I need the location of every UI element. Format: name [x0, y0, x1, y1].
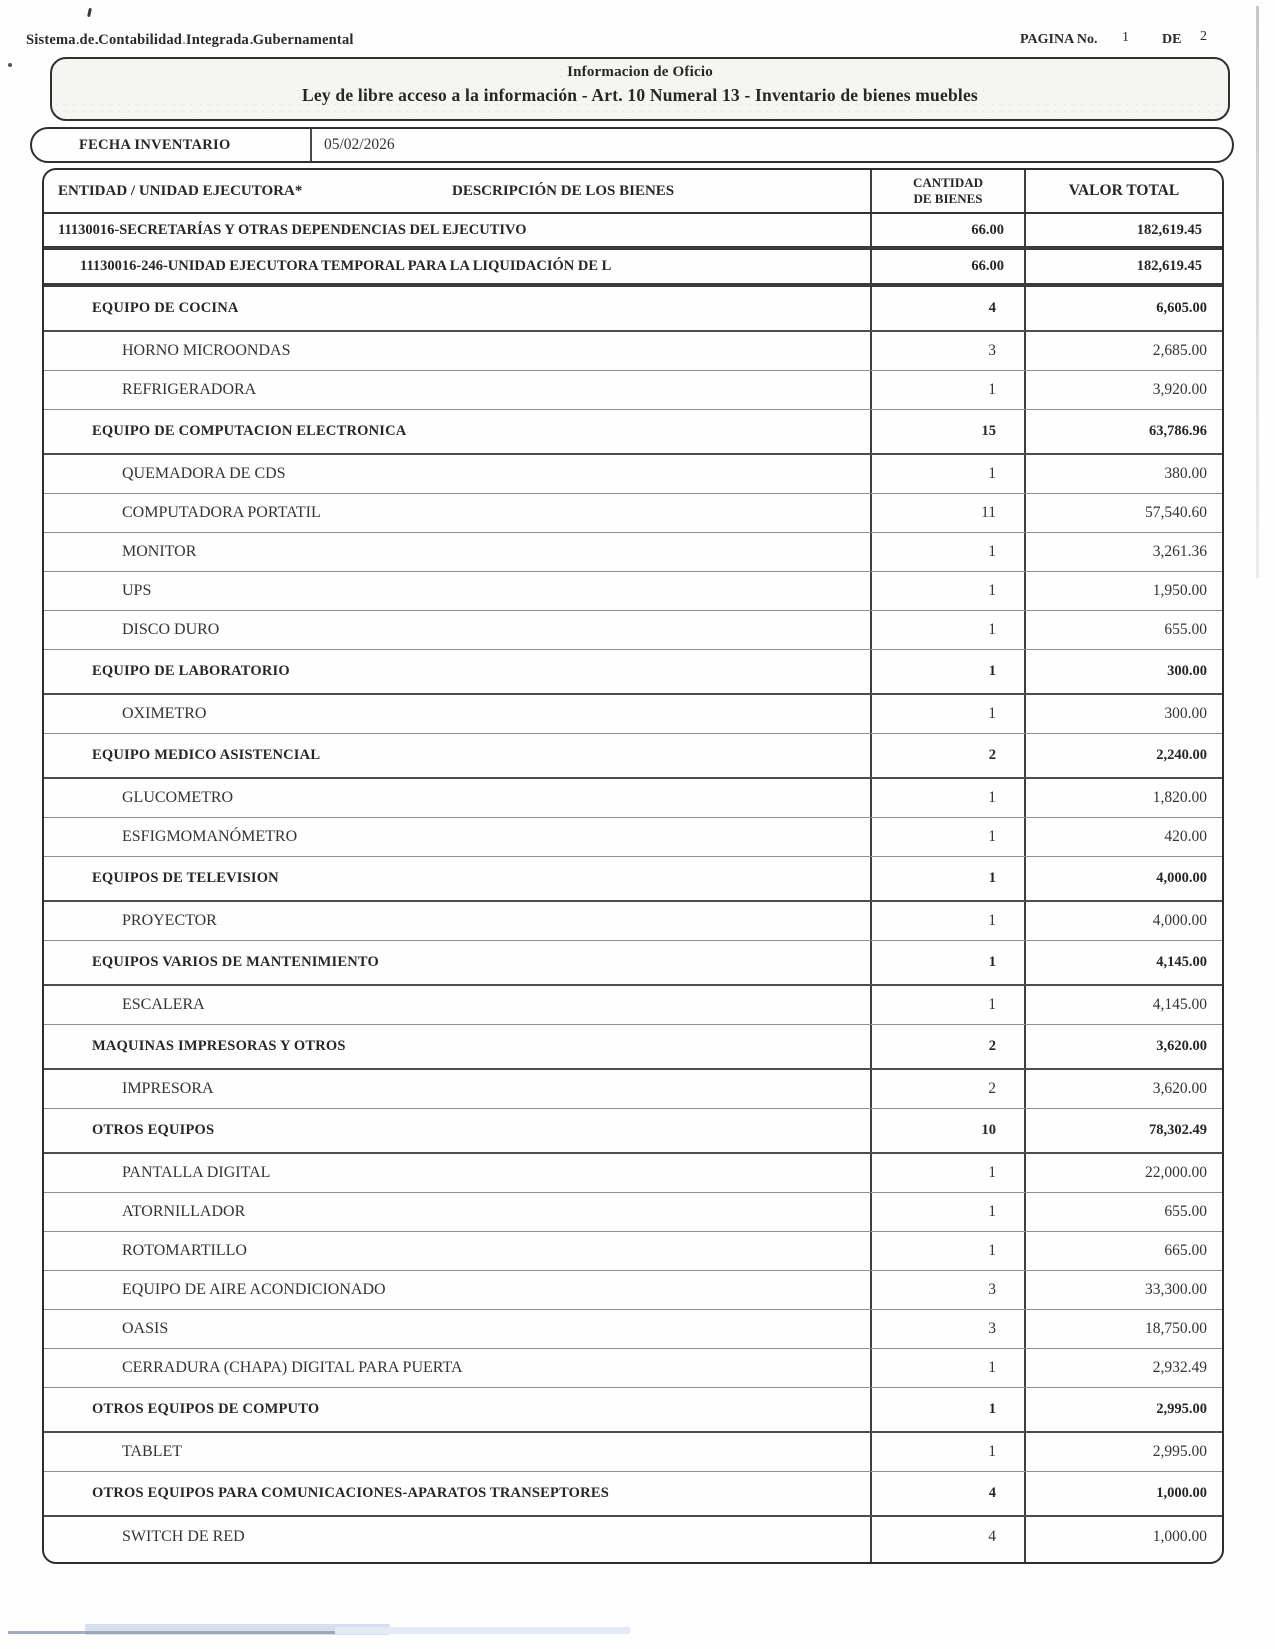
cell-valor-total: 4,145.00 [1024, 986, 1222, 1024]
cell-cantidad: 15 [870, 410, 1024, 453]
cell-description: EQUIPO DE AIRE ACONDICIONADO [122, 1281, 386, 1298]
cell-cantidad: 2 [870, 1025, 1024, 1068]
table-row [44, 214, 1222, 250]
scan-artifact-bar-faint [335, 1627, 630, 1634]
cell-valor-total: 665.00 [1024, 1232, 1222, 1270]
header-entidad-label: ENTIDAD / UNIDAD EJECUTORA* [58, 182, 303, 199]
table-row [44, 734, 1222, 779]
cell-cantidad: 1 [870, 533, 1024, 571]
table-row [44, 695, 1222, 734]
cell-cantidad: 11 [870, 494, 1024, 532]
cell-description: COMPUTADORA PORTATIL [122, 504, 321, 521]
cell-cantidad: 4 [870, 1472, 1024, 1515]
scan-artifact-mark [87, 8, 92, 17]
table-row [44, 287, 1222, 332]
pagina-current: 1 [1122, 30, 1129, 45]
page-number-block [1020, 29, 1207, 48]
cell-cantidad: 10 [870, 1109, 1024, 1152]
table-header-row [44, 170, 1222, 214]
cell-description: EQUIPOS VARIOS DE MANTENIMIENTO [92, 954, 379, 970]
cell-cantidad: 3 [870, 1310, 1024, 1348]
cell-cantidad: 1 [870, 857, 1024, 900]
table-row [44, 410, 1222, 455]
cell-valor-total: 1,820.00 [1024, 779, 1222, 817]
table-row [44, 1310, 1222, 1349]
cell-description: MAQUINAS IMPRESORAS Y OTROS [92, 1038, 346, 1054]
cell-cantidad: 1 [870, 1154, 1024, 1192]
header-cell-valor [1024, 170, 1222, 212]
cell-valor-total: 3,261.36 [1024, 533, 1222, 571]
cell-cantidad: 3 [870, 332, 1024, 370]
cell-valor-total: 2,240.00 [1024, 734, 1222, 777]
cell-description: PANTALLA DIGITAL [122, 1164, 271, 1181]
fecha-label: FECHA INVENTARIO [79, 137, 231, 153]
pagina-de-label: DE [1162, 32, 1182, 47]
table-row [44, 611, 1222, 650]
cell-valor-total: 4,000.00 [1024, 902, 1222, 940]
cell-cantidad: 1 [870, 572, 1024, 610]
cell-valor-total: 655.00 [1024, 611, 1222, 649]
cell-valor-total: 380.00 [1024, 455, 1222, 493]
cell-valor-total: 3,920.00 [1024, 371, 1222, 409]
cell-cantidad: 1 [870, 1232, 1024, 1270]
header-valor-label: VALOR TOTAL [1068, 182, 1180, 199]
cell-valor-total: 1,950.00 [1024, 572, 1222, 610]
cell-valor-total: 300.00 [1024, 695, 1222, 733]
table-row [44, 779, 1222, 818]
table-row [44, 1154, 1222, 1193]
table-row [44, 1070, 1222, 1109]
cell-valor-total: 3,620.00 [1024, 1070, 1222, 1108]
cell-description: ROTOMARTILLO [122, 1242, 247, 1259]
cell-description: OASIS [122, 1320, 169, 1337]
header-cell-cantidad [870, 170, 1024, 212]
info-header-box [50, 57, 1230, 121]
cell-description: IMPRESORA [122, 1080, 214, 1097]
table-row [44, 1025, 1222, 1070]
cell-valor-total: 182,619.45 [1024, 250, 1222, 283]
cell-description: DISCO DURO [122, 621, 220, 638]
table-row [44, 1193, 1222, 1232]
cell-valor-total: 420.00 [1024, 818, 1222, 856]
cell-cantidad: 1 [870, 611, 1024, 649]
cell-cantidad: 1 [870, 818, 1024, 856]
table-row [44, 1109, 1222, 1154]
pagina-total: 2 [1200, 29, 1207, 44]
cell-description: OTROS EQUIPOS DE COMPUTO [92, 1401, 320, 1417]
cell-cantidad: 66.00 [870, 214, 1024, 246]
cell-valor-total: 182,619.45 [1024, 214, 1222, 246]
cell-description: ESFIGMOMANÓMETRO [122, 828, 298, 845]
table-row [44, 1232, 1222, 1271]
cell-cantidad: 4 [870, 287, 1024, 330]
table-row [44, 1433, 1222, 1472]
cell-cantidad: 2 [870, 734, 1024, 777]
cell-description: PROYECTOR [122, 912, 217, 929]
cell-description: ATORNILLADOR [122, 1203, 246, 1220]
table-row [44, 941, 1222, 986]
cell-cantidad: 1 [870, 1349, 1024, 1387]
cell-description: CERRADURA (CHAPA) DIGITAL PARA PUERTA [122, 1359, 463, 1376]
cell-description: 11130016-SECRETARÍAS Y OTRAS DEPENDENCIAS DEL EJECUTIVO [58, 221, 527, 238]
cell-cantidad: 1 [870, 1193, 1024, 1231]
cell-description: EQUIPO DE COCINA [92, 300, 239, 316]
info-title: Informacion de Oficio [567, 64, 713, 80]
scan-artifact-line [1256, 6, 1259, 578]
cell-description: OTROS EQUIPOS [92, 1122, 215, 1138]
cell-valor-total: 63,786.96 [1024, 410, 1222, 453]
table-row [44, 818, 1222, 857]
cell-valor-total: 2,932.49 [1024, 1349, 1222, 1387]
cell-cantidad: 1 [870, 1388, 1024, 1431]
table-row [44, 857, 1222, 902]
cell-cantidad: 1 [870, 902, 1024, 940]
header-cantidad-line2: DE BIENES [913, 191, 983, 206]
info-subtitle: Ley de libre acceso a la información - Art. 10 Numeral 13 - Inventario de bienes muebles [302, 85, 978, 105]
table-row [44, 572, 1222, 611]
header-cell-description [44, 170, 870, 212]
inventory-table [42, 168, 1224, 1564]
cell-cantidad: 1 [870, 695, 1024, 733]
cell-cantidad: 1 [870, 455, 1024, 493]
cell-description: UPS [122, 582, 152, 599]
cell-valor-total: 2,995.00 [1024, 1433, 1222, 1471]
cell-cantidad: 1 [870, 371, 1024, 409]
table-body [44, 214, 1222, 1556]
cell-cantidad: 2 [870, 1070, 1024, 1108]
cell-description: HORNO MICROONDAS [122, 342, 291, 359]
table-row [44, 1517, 1222, 1556]
cell-valor-total: 22,000.00 [1024, 1154, 1222, 1192]
cell-description: SWITCH DE RED [122, 1527, 245, 1545]
cell-description: EQUIPO DE LABORATORIO [92, 663, 290, 679]
table-row [44, 332, 1222, 371]
cell-description: EQUIPO MEDICO ASISTENCIAL [92, 747, 321, 763]
cell-cantidad: 1 [870, 1433, 1024, 1471]
cell-description: TABLET [122, 1443, 183, 1460]
cell-valor-total: 2,995.00 [1024, 1388, 1222, 1431]
cell-description: EQUIPOS DE TELEVISION [92, 870, 279, 886]
fecha-value: 05/02/2026 [324, 136, 395, 153]
cell-description: OXIMETRO [122, 705, 207, 722]
cell-valor-total: 33,300.00 [1024, 1271, 1222, 1309]
header-descripcion-label: DESCRIPCIÓN DE LOS BIENES [452, 182, 675, 199]
cell-description: MONITOR [122, 543, 197, 560]
system-title: Sistema de Contabilidad Integrada Gubernamental [26, 32, 354, 48]
cell-description: EQUIPO DE COMPUTACION ELECTRONICA [92, 423, 407, 439]
cell-description: QUEMADORA DE CDS [122, 465, 286, 482]
cell-cantidad: 1 [870, 941, 1024, 984]
table-row [44, 455, 1222, 494]
cell-description: ESCALERA [122, 996, 205, 1013]
table-row [44, 986, 1222, 1025]
table-row [44, 1271, 1222, 1310]
cell-valor-total: 78,302.49 [1024, 1109, 1222, 1152]
cell-valor-total: 1,000.00 [1024, 1517, 1222, 1556]
cell-description: OTROS EQUIPOS PARA COMUNICACIONES-APARATOS TRANSEPTORES [92, 1485, 609, 1501]
cell-valor-total: 57,540.60 [1024, 494, 1222, 532]
table-row [44, 1472, 1222, 1517]
cell-valor-total: 300.00 [1024, 650, 1222, 693]
table-row [44, 533, 1222, 572]
cell-valor-total: 4,145.00 [1024, 941, 1222, 984]
cell-valor-total: 6,605.00 [1024, 287, 1222, 330]
cell-cantidad: 1 [870, 650, 1024, 693]
cell-valor-total: 655.00 [1024, 1193, 1222, 1231]
cell-description: GLUCOMETRO [122, 789, 234, 806]
pagina-label: PAGINA No. [1020, 32, 1098, 47]
cell-cantidad: 3 [870, 1271, 1024, 1309]
fecha-divider [310, 129, 312, 161]
cell-valor-total: 3,620.00 [1024, 1025, 1222, 1068]
cell-valor-total: 4,000.00 [1024, 857, 1222, 900]
table-row [44, 494, 1222, 533]
cell-description: REFRIGERADORA [122, 381, 257, 398]
scan-artifact-dot [8, 63, 12, 67]
cell-valor-total: 2,685.00 [1024, 332, 1222, 370]
table-filler-row [44, 1556, 1222, 1562]
scan-artifact-bar-line [8, 1631, 338, 1634]
table-row [44, 650, 1222, 695]
cell-valor-total: 1,000.00 [1024, 1472, 1222, 1515]
table-row [44, 250, 1222, 287]
cell-valor-total: 18,750.00 [1024, 1310, 1222, 1348]
cell-cantidad: 1 [870, 779, 1024, 817]
table-row [44, 371, 1222, 410]
cell-cantidad: 66.00 [870, 250, 1024, 283]
table-row [44, 902, 1222, 941]
header-cantidad-line1: CANTIDAD [912, 174, 984, 190]
cell-cantidad: 4 [870, 1517, 1024, 1556]
cell-description: 11130016-246-UNIDAD EJECUTORA TEMPORAL PARA LA LIQUIDACIÓN DE L [80, 258, 612, 274]
table-row [44, 1388, 1222, 1433]
table-row [44, 1349, 1222, 1388]
cell-cantidad: 1 [870, 986, 1024, 1024]
fecha-inventario-box [30, 127, 1234, 163]
